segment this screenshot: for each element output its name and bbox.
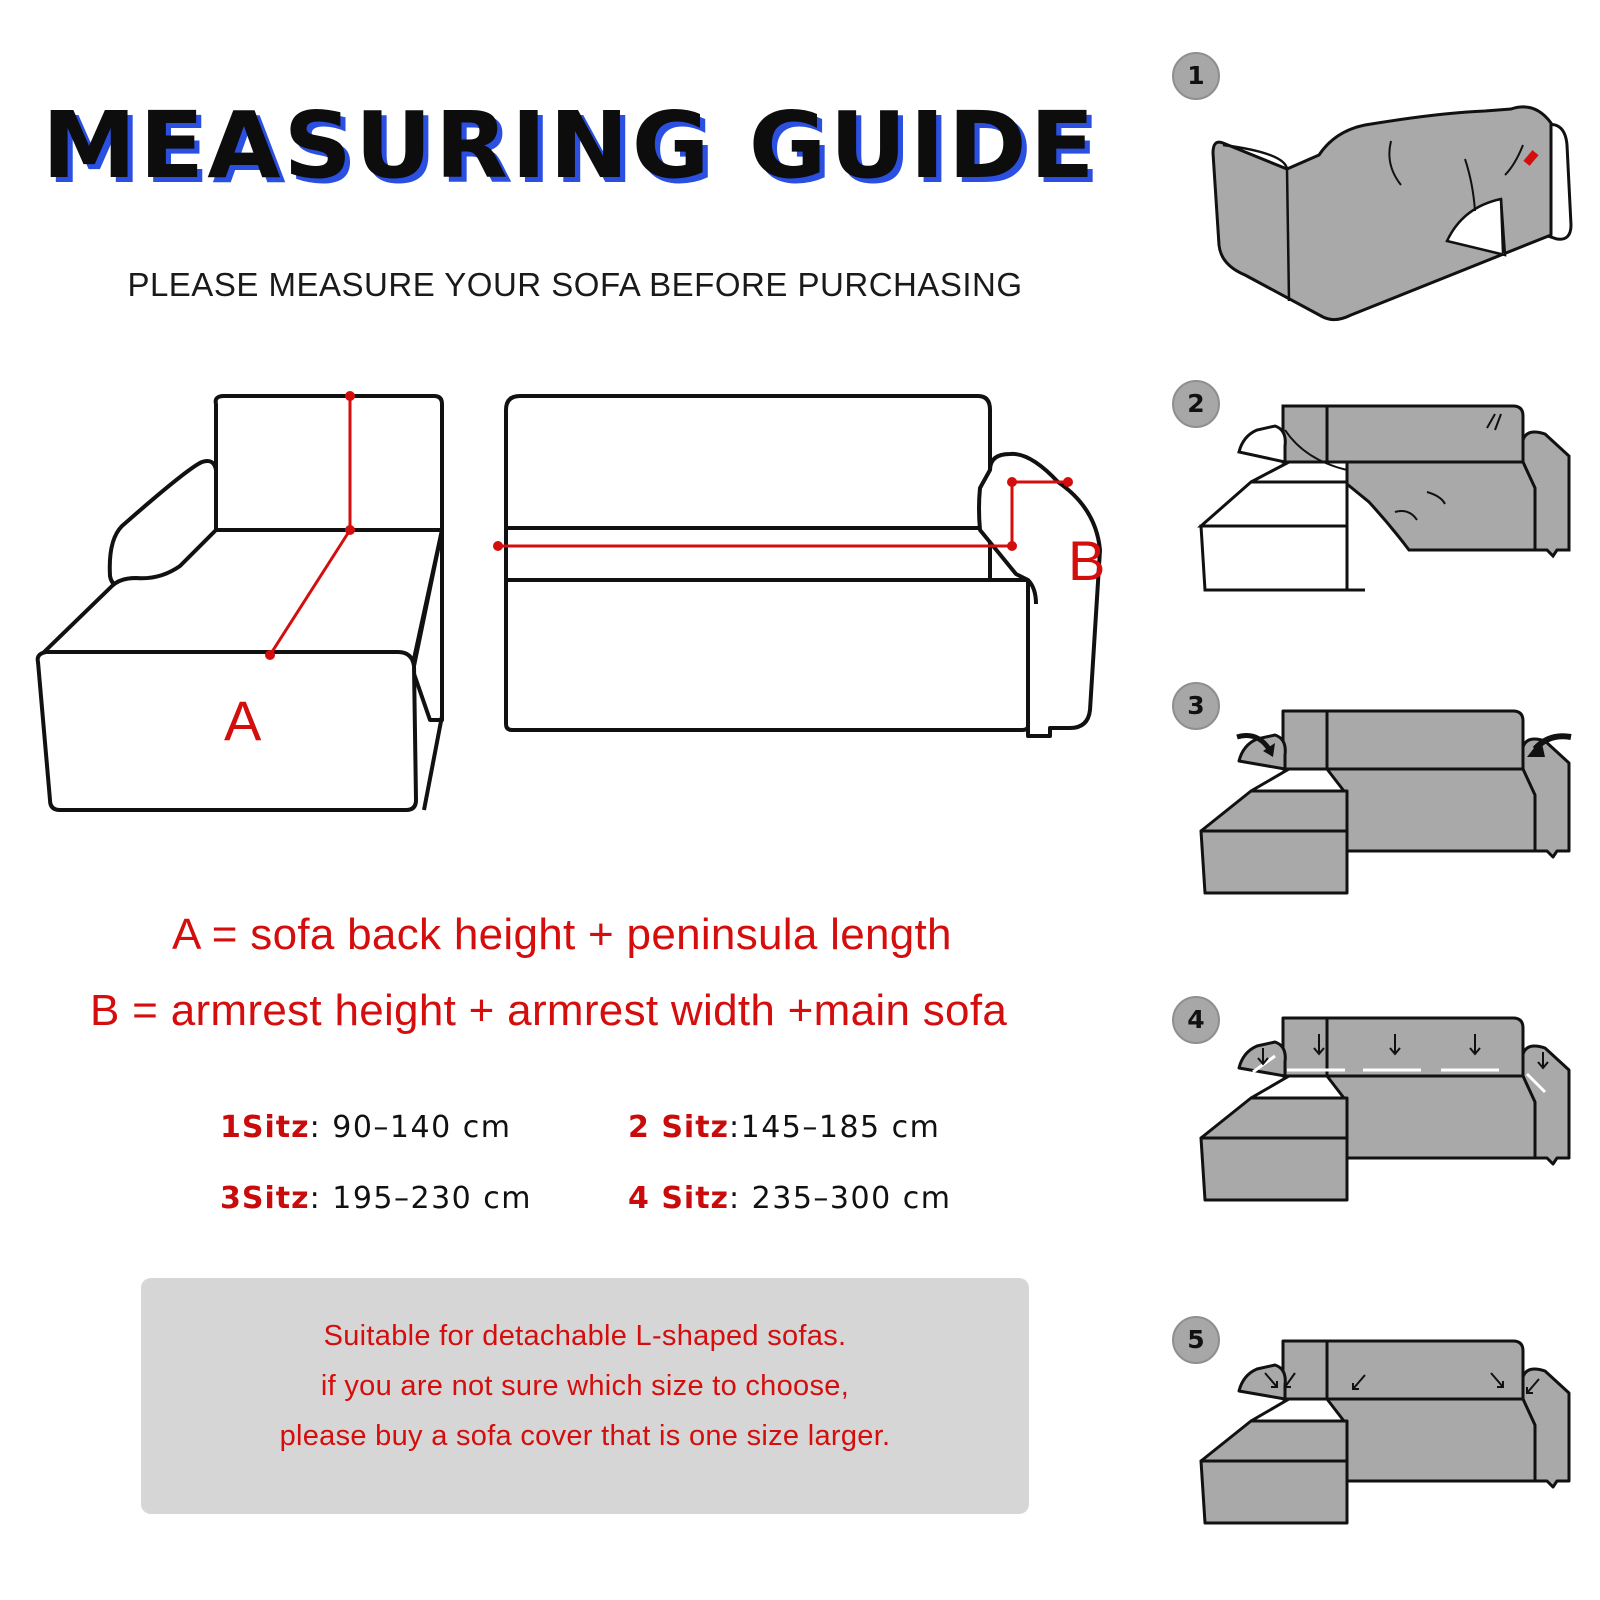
label-a: A [224, 689, 262, 752]
formula-a: A = sofa back height + peninsula length [172, 910, 952, 959]
step-5-badge: 5 [1172, 1316, 1220, 1364]
step-1-illustration [1205, 95, 1585, 325]
note-box [141, 1278, 1029, 1514]
step-3-illustration [1195, 705, 1575, 905]
step-3-badge: 3 [1172, 682, 1220, 730]
chaise-diagram [20, 390, 460, 830]
size-label: 3Sitz [220, 1181, 310, 1216]
size-value: 145–185 cm [740, 1110, 941, 1145]
size-label: 1Sitz [220, 1110, 310, 1145]
size-label: 4 Sitz [628, 1181, 730, 1216]
size-value: 90–140 cm [332, 1110, 512, 1145]
note-line-3: please buy a sofa cover that is one size larger. [279, 1420, 891, 1452]
size-3-seat: 3Sitz: 195–230 cm [220, 1181, 533, 1216]
size-value: 235–300 cm [751, 1181, 952, 1216]
step-1-badge: 1 [1172, 52, 1220, 100]
main-sofa-diagram [490, 390, 1130, 750]
subtitle: PLEASE MEASURE YOUR SOFA BEFORE PURCHASING [127, 266, 1023, 303]
label-b: B [1068, 529, 1106, 592]
note-line-1: Suitable for detachable L-shaped sofas. [323, 1320, 847, 1352]
size-4-seat: 4 Sitz: 235–300 cm [628, 1181, 952, 1216]
step-2-illustration [1195, 400, 1575, 610]
formula-b: B = armrest height + armrest width +main sofa [90, 986, 1008, 1035]
size-2-seat: 2 Sitz:145–185 cm [628, 1110, 941, 1145]
step-4-badge: 4 [1172, 996, 1220, 1044]
size-label: 2 Sitz [628, 1110, 730, 1145]
step-4-illustration [1195, 1012, 1575, 1212]
page-title: MEASURING GUIDE [42, 92, 1098, 199]
step-2-badge: 2 [1172, 380, 1220, 428]
size-1-seat: 1Sitz: 90–140 cm [220, 1110, 512, 1145]
size-value: 195–230 cm [332, 1181, 533, 1216]
step-5-illustration [1195, 1335, 1575, 1535]
note-line-2: if you are not sure which size to choose, [320, 1370, 850, 1402]
